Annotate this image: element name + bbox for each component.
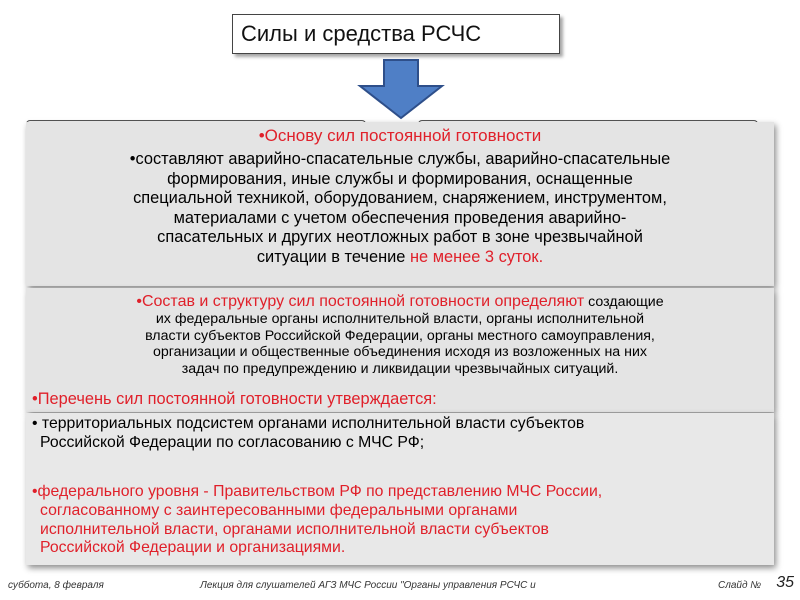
panel-permanent-readiness <box>26 122 774 286</box>
panel1-line: формирования, иные службы и формирования, оснащенные <box>167 169 633 188</box>
panel1-heading: •Основу сил постоянной готовности <box>258 126 542 145</box>
approval-item-line: Российской Федерации и организациями. <box>40 539 346 557</box>
approval-item-line: Российской Федерации по согласованию с МЧС РФ; <box>40 433 425 451</box>
approval-item-territorial <box>32 415 772 453</box>
panel1-last-line <box>30 248 770 268</box>
approval-item-line: • территориальных подсистем органами исполнительной власти субъектов <box>32 415 585 432</box>
panel2-line: организации и общественные объединения исходя из возложенных на них <box>153 344 647 361</box>
panel1-line: •составляют аварийно-спасательные службы, аварийно-спасательные <box>129 150 671 168</box>
approval-item-federal <box>32 483 772 558</box>
slide-number: 35 <box>776 574 794 591</box>
panel2-body <box>30 294 770 378</box>
down-arrow-icon <box>356 58 446 120</box>
panel2-lead-tail: создающие <box>584 294 664 310</box>
approval-item-line: •федерального уровня - Правительством РФ по представлению МЧС России, <box>32 483 603 500</box>
approval-item-line: согласованному с заинтересованными федеральными органами <box>40 501 518 519</box>
panel1-line: специальной техникой, оборудованием, снаряжением, инструментом, <box>133 189 667 207</box>
footer-date: суббота, 8 февраля <box>8 580 104 591</box>
panel1-line: спасательных и других неотложных работ в зоне чрезвычайной <box>157 228 643 246</box>
footer-slide-label: Слайд № <box>718 580 762 591</box>
panel2-lead-line <box>30 294 770 311</box>
panel2-heading2: •Перечень сил постоянной готовности утверждается: <box>32 390 437 408</box>
panel-approval <box>26 413 774 565</box>
slide-title: Силы и средства РСЧС <box>232 14 560 54</box>
panel2-line: их федеральные органы исполнительной власти, органы исполнительной <box>155 310 645 327</box>
panel1-body <box>30 150 770 267</box>
panel1-last-line-text: ситуации в течение <box>256 247 410 266</box>
panel1-highlight: не менее 3 суток. <box>409 247 544 266</box>
approval-item-line: исполнительной власти, органами исполнительной власти субъектов <box>40 520 549 538</box>
panel2-line: задач по предупреждению и ликвидации чрезвычайных ситуаций. <box>181 361 619 378</box>
panel1-line: материалами с учетом обеспечения проведения аварийно- <box>173 208 627 227</box>
panel-composition <box>26 288 774 412</box>
footer-lecture: Лекция для слушателей АГЗ МЧС России "Органы управления РСЧС и <box>200 580 536 591</box>
panel2-line: власти субъектов Российской Федерации, органы местного самоуправления, <box>145 327 655 344</box>
panel2-lead: •Состав и структуру сил постоянной готовности определяют <box>136 293 585 310</box>
